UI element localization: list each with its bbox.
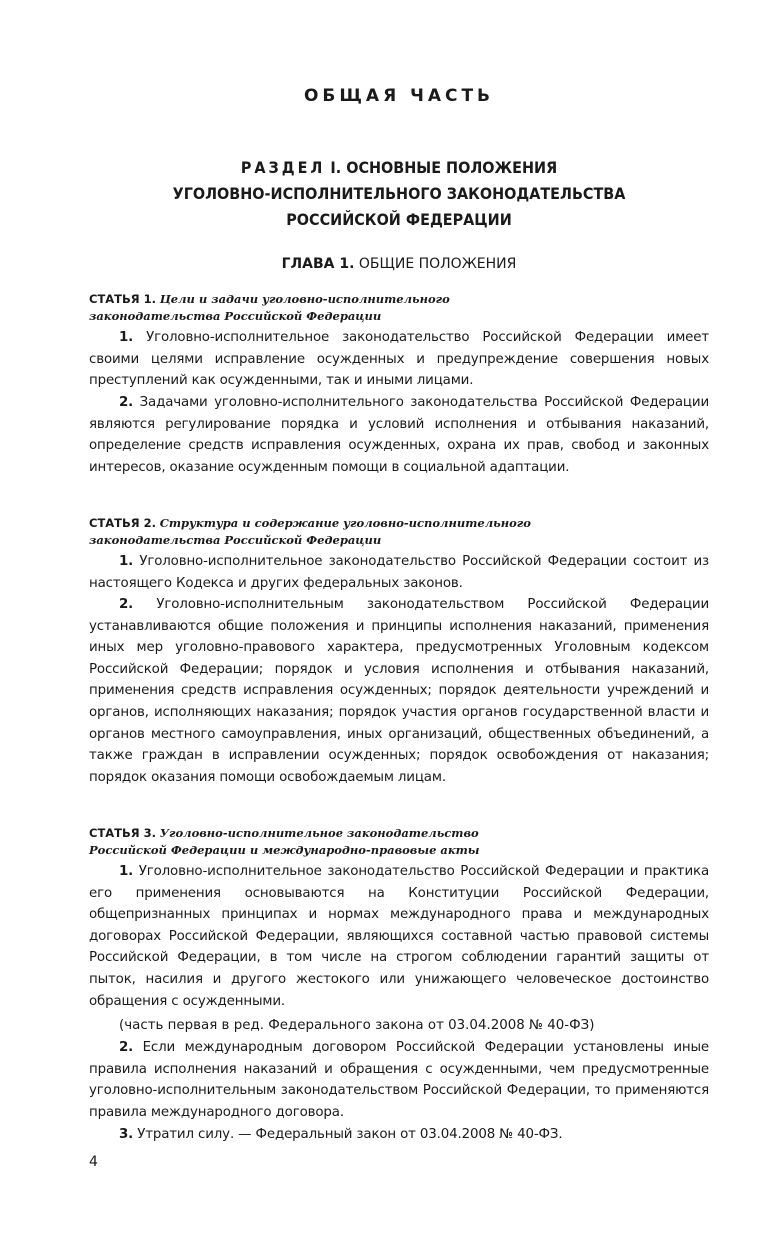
section-title-line2: УГОЛОВНО-ИСПОЛНИТЕЛЬНОГО ЗАКОНОДАТЕЛЬСТВА [172,184,626,203]
chapter-title [89,256,709,272]
article-3-paragraph-1 [89,861,709,1012]
article-1-heading [89,291,709,325]
paragraph-number: 2. [119,1040,134,1055]
paragraph-number: 1. [119,554,134,569]
paragraph-text: Если международным договором Российской Федерации установлены иные правила исполнения наказаний и обращения с осужденными, чем предусмотренные уголовно-исполнительным законодательством Российской Федерации, то применяются правила международного договора. [89,1040,709,1120]
article-1-label: СТАТЬЯ 1. [89,292,157,306]
paragraph-text: Утратил силу. — Федеральный закон от 03.04.2008 № 40-ФЗ. [137,1127,563,1142]
article-3-label: СТАТЬЯ 3. [89,826,157,840]
section-name: I. ОСНОВНЫЕ ПОЛОЖЕНИЯ [330,158,558,177]
article-1-paragraph-2 [89,392,709,478]
paragraph-text: Уголовно-исполнительное законодательство Российской Федерации состоит из настоящего Кодекса и других федеральных законов. [89,554,709,591]
part-title: ОБЩАЯ ЧАСТЬ [303,86,495,106]
article-2-paragraph-1 [89,551,709,594]
article-1-title-line2: законодательства Российской Федерации [89,309,382,323]
article-3-heading [89,825,709,859]
paragraph-number: 3. [119,1127,134,1142]
chapter-label: ГЛАВА 1. [281,256,355,272]
article-3-amendment-note: (часть первая в ред. Федерального закона от 03.04.2008 № 40-ФЗ) [119,1018,595,1033]
article-2-title-line1: Структура и содержание уголовно-исполнительного [159,516,531,530]
paragraph-number: 1. [119,330,134,345]
paragraph-text: Уголовно-исполнительное законодательство Российской Федерации и практика его применения основываются на Конституции Российской Федерации, общепризнанных принципах и нормах международного права и международных договорах Российской Федерации, являющихся составной частью правовой системы Российской Федерации, в том числе на строгом соблюдении гарантий защиты от пыток, насилия и другого жестокого или унижающего человеческое достоинство обращения с осужденными. [89,864,710,1009]
paragraph-number: 2. [119,395,134,410]
chapter-name: ОБЩИЕ ПОЛОЖЕНИЯ [358,256,517,272]
page-number: 4 [89,1154,98,1170]
section-label: РАЗДЕЛ [240,158,326,177]
article-2-paragraph-2 [89,594,709,788]
article-3-paragraph-2 [89,1037,709,1123]
article-2-label: СТАТЬЯ 2. [89,516,157,530]
article-3-paragraph-3 [89,1124,709,1146]
paragraph-text: Уголовно-исполнительным законодательством Российской Федерации устанавливаются общие положения и принципы исполнения наказаний, применения иных мер уголовно-правового характера, предусмотренных Уголовным кодексом Российской Федерации; порядок и условия исполнения и отбывания наказаний, применения средств исправления осужденных; порядок деятельности учреждений и органов, исполняющих наказания; порядок участия органов государственной власти и органов местного самоуправления, иных организаций, общественных объединений, а также граждан в исправлении осужденных; порядок освобождения от наказания; порядок оказания помощи освобождаемым лицам. [89,597,709,785]
paragraph-number: 2. [119,597,134,612]
article-3-title-line1: Уголовно-исполнительное законодательство [159,826,479,840]
article-3-title-line2: Российской Федерации и международно-правовые акты [89,843,480,857]
section-title [89,155,709,233]
paragraph-text: Задачами уголовно-исполнительного законодательства Российской Федерации являются регулирование порядка и условий исполнения и отбывания наказаний, определение средств исправления осужденных, охрана их прав, свобод и законных интересов, оказание осужденным помощи в социальной адаптации. [89,395,709,475]
paragraph-text: Уголовно-исполнительное законодательство Российской Федерации имеет своими целями исправление осужденных и предупреждение совершения новых преступлений как осужденными, так и иными лицами. [89,330,709,389]
section-title-line3: РОССИЙСКОЙ ФЕДЕРАЦИИ [286,210,512,229]
paragraph-number: 1. [119,864,134,879]
article-2-heading [89,515,709,549]
article-1-paragraph-1 [89,327,709,392]
section-title-line1 [89,155,709,181]
article-1-title-line1: Цели и задачи уголовно-исполнительного [159,292,450,306]
article-2-title-line2: законодательства Российской Федерации [89,533,382,547]
